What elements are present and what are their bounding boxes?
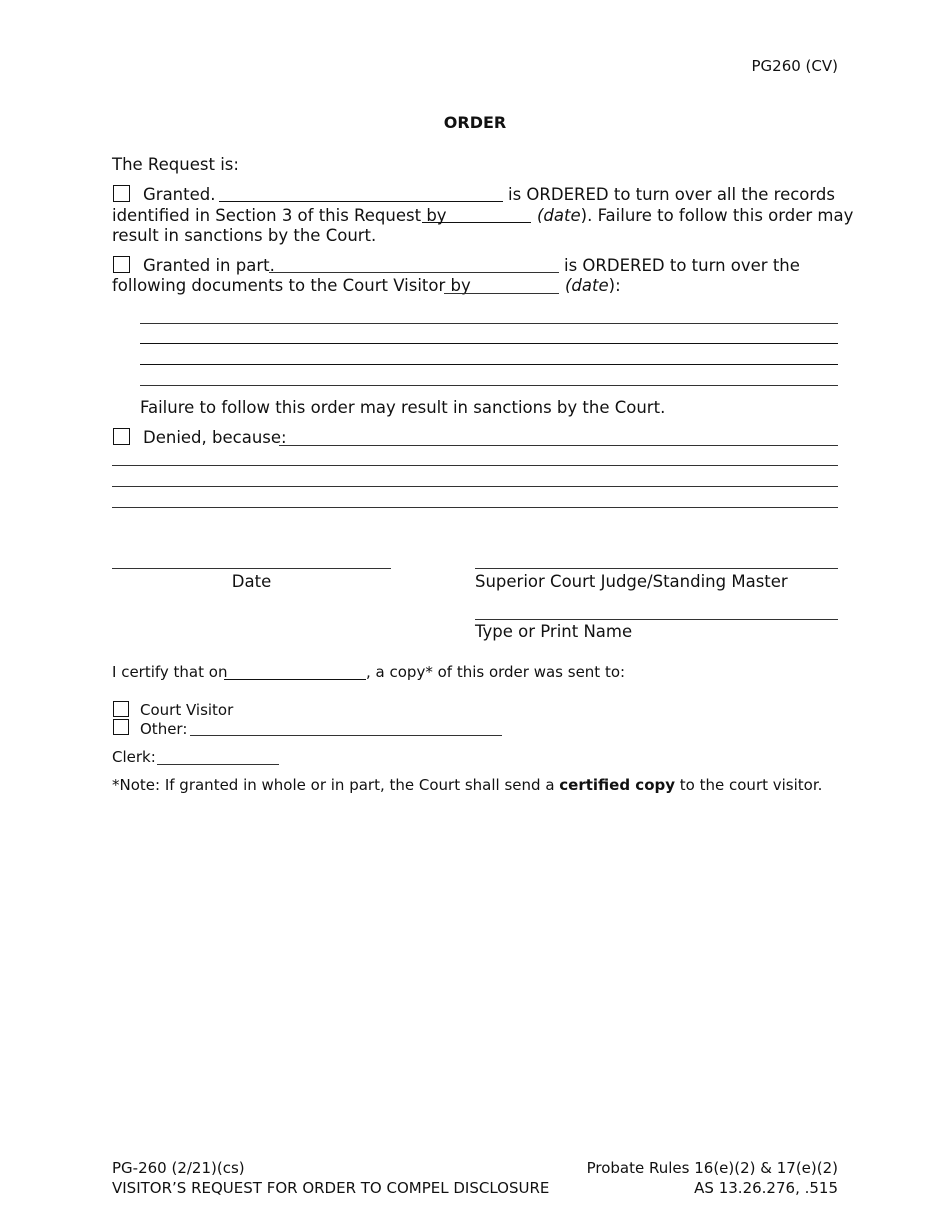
granted-part-date-field[interactable] (444, 293, 559, 294)
other-checkbox[interactable] (113, 719, 129, 735)
note-prefix: *Note: If granted in whole or in part, the Court shall send a (112, 776, 560, 794)
granted-date-word: (date (537, 206, 581, 225)
footer-form-code: PG-260 (2/21)(cs) (112, 1159, 245, 1177)
other-recipient-field[interactable] (190, 735, 502, 736)
granted-part-failure-text: Failure to follow this order may result in sanctions by the Court. (140, 398, 666, 417)
denied-reason-line-4[interactable] (112, 507, 838, 508)
form-code-top: PG260 (CV) (751, 57, 838, 75)
request-label: The Request is: (112, 155, 239, 174)
granted-text3: result in sanctions by the Court. (112, 226, 377, 245)
court-visitor-label: Court Visitor (140, 701, 234, 719)
note-suffix: to the court visitor. (675, 776, 823, 794)
clerk-field[interactable] (157, 764, 279, 765)
granted-text2a: identified in Section 3 of this Request by (112, 206, 447, 225)
date-signature-line[interactable] (112, 568, 391, 569)
granted-part-text2b: ): (608, 276, 621, 295)
note-bold: certified copy (559, 776, 676, 794)
denied-checkbox[interactable] (113, 428, 130, 445)
granted-part-date-word: (date (565, 276, 609, 295)
judge-label: Superior Court Judge/Standing Master (475, 572, 788, 591)
certify-text-a: I certify that on (112, 663, 228, 681)
granted-date-field[interactable] (422, 222, 531, 223)
print-name-label: Type or Print Name (475, 622, 633, 641)
footer-rules: Probate Rules 16(e)(2) & 17(e)(2) (586, 1159, 838, 1177)
note-text (112, 776, 822, 794)
denied-label: Denied, because: (143, 428, 287, 447)
granted-part-checkbox[interactable] (113, 256, 130, 273)
denied-reason-line-1[interactable] (279, 445, 838, 446)
granted-label: Granted. (143, 185, 216, 204)
footer-statutes: AS 13.26.276, .515 (694, 1179, 838, 1197)
documents-line-1[interactable] (140, 323, 838, 324)
denied-reason-line-3[interactable] (112, 486, 838, 487)
granted-text2b: ). Failure to follow this order may (580, 206, 854, 225)
granted-part-text2a: following documents to the Court Visitor by (112, 276, 471, 295)
granted-part-name-field[interactable] (269, 272, 559, 273)
granted-text1: is ORDERED to turn over all the records (508, 185, 835, 204)
date-label: Date (231, 572, 272, 591)
granted-checkbox[interactable] (113, 185, 130, 202)
footer-form-title: VISITOR’S REQUEST FOR ORDER TO COMPEL DISCLOSURE (112, 1179, 550, 1197)
granted-part-label: Granted in part. (143, 256, 275, 275)
granted-name-field[interactable] (219, 201, 503, 202)
clerk-label: Clerk: (112, 748, 156, 766)
denied-reason-line-2[interactable] (112, 465, 838, 466)
court-visitor-checkbox[interactable] (113, 701, 129, 717)
print-name-line[interactable] (475, 619, 838, 620)
documents-line-3[interactable] (140, 364, 838, 365)
documents-line-2[interactable] (140, 343, 838, 344)
other-label: Other: (140, 720, 188, 738)
certify-text-b: , a copy* of this order was sent to: (366, 663, 626, 681)
page-title: ORDER (443, 113, 507, 132)
certify-date-field[interactable] (224, 679, 366, 680)
documents-line-4[interactable] (140, 385, 838, 386)
judge-signature-line[interactable] (475, 568, 838, 569)
granted-part-text1: is ORDERED to turn over the (564, 256, 800, 275)
